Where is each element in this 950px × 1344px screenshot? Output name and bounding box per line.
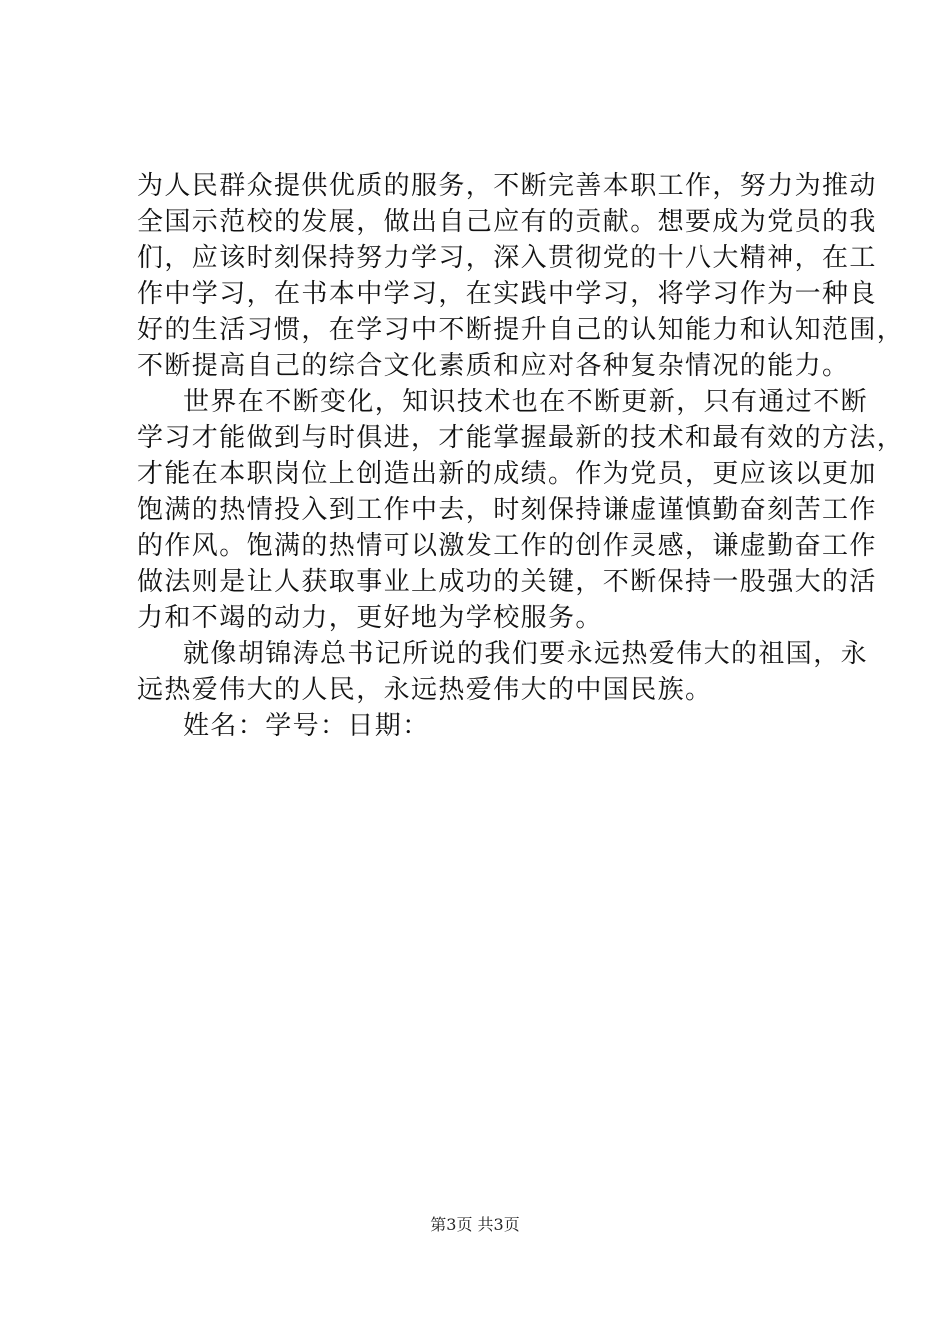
document-body — [137, 168, 905, 744]
text-line: 全国示范校的发展，做出自己应有的贡献。想要成为党员的我 — [137, 207, 877, 237]
page-number-footer: 第3页 共3页 — [430, 1215, 520, 1234]
text-line: 不断提高自己的综合文化素质和应对各种复杂情况的能力。 — [137, 351, 850, 381]
signature-fields-line: 姓名：学号：日期： — [183, 711, 430, 741]
text-line: 们，应该时刻保持努力学习，深入贯彻党的十八大精神，在工 — [137, 243, 877, 273]
text-line: 饱满的热情投入到工作中去，时刻保持谦虚谨慎勤奋刻苦工作 — [137, 495, 877, 525]
text-line: 为人民群众提供优质的服务，不断完善本职工作，努力为推动 — [137, 171, 877, 201]
text-line: 力和不竭的动力，更好地为学校服务。 — [137, 603, 603, 633]
paragraph-start-line: 世界在不断变化，知识技术也在不断更新，只有通过不断 — [183, 387, 869, 417]
text-line: 作中学习，在书本中学习，在实践中学习，将学习作为一种良 — [137, 279, 877, 309]
text-line: 好的生活习惯，在学习中不断提升自己的认知能力和认知范围， — [137, 315, 905, 345]
text-line: 远热爱伟大的人民，永远热爱伟大的中国民族。 — [137, 675, 713, 705]
paragraph-start-line: 就像胡锦涛总书记所说的我们要永远热爱伟大的祖国，永 — [183, 639, 869, 669]
text-line: 学习才能做到与时俱进，才能掌握最新的技术和最有效的方法， — [137, 423, 905, 453]
text-line: 的作风。饱满的热情可以激发工作的创作灵感，谦虚勤奋工作 — [137, 531, 877, 561]
text-line: 才能在本职岗位上创造出新的成绩。作为党员，更应该以更加 — [137, 459, 877, 489]
text-line: 做法则是让人获取事业上成功的关键，不断保持一股强大的活 — [137, 567, 877, 597]
